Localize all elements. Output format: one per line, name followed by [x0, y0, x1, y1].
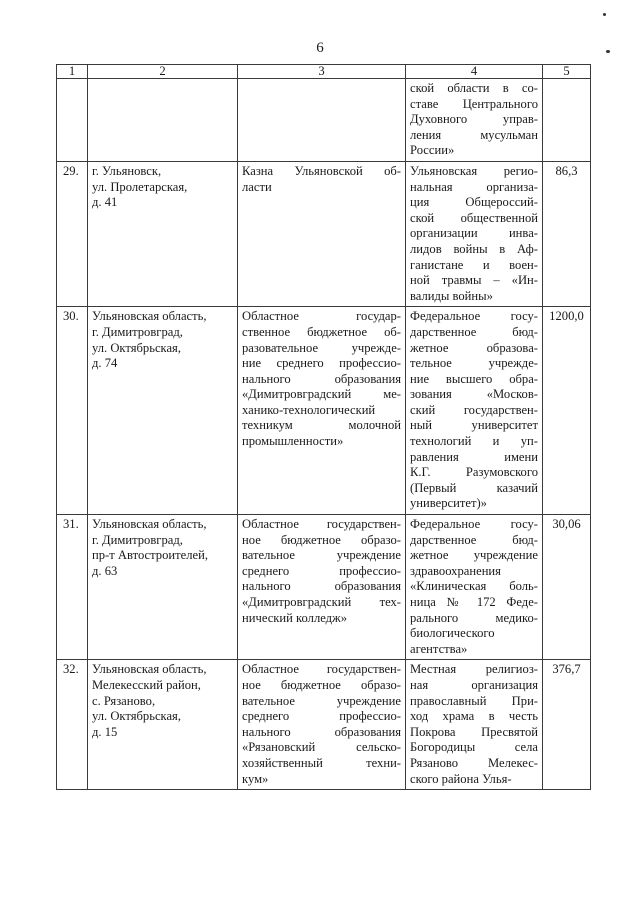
text-line: ное бюджетное образо-	[242, 532, 401, 547]
text-line: Ульяновская область,	[92, 309, 207, 324]
text-line: здравоохранения	[410, 563, 501, 578]
text-line: нального образования	[242, 371, 401, 386]
holder-cell	[238, 307, 406, 515]
area-cell: 376,7	[543, 660, 591, 790]
row-number: 31.	[57, 515, 88, 660]
text-line: К.Г. Разумовского	[410, 465, 538, 480]
text-line: равления имени	[410, 449, 538, 464]
address-cell	[88, 307, 238, 515]
table-row	[57, 161, 591, 306]
text-line: (Первый казачий	[410, 480, 538, 495]
text-line: Ульяновская область,	[92, 517, 207, 532]
text-line: ственное бюджетное об-	[242, 324, 401, 339]
text-line: нального образования	[242, 724, 401, 739]
text-line: Областное государствен-	[242, 517, 401, 532]
table-cell	[88, 79, 238, 162]
text-line: Федеральное госу-	[410, 517, 538, 532]
text-line: ул. Октябрьская,	[92, 340, 181, 355]
column-header: 1	[57, 65, 88, 79]
text-line: среднего профессио-	[242, 709, 401, 724]
text-line: ского района Улья-	[410, 771, 512, 786]
text-line: промышленности»	[242, 434, 344, 449]
text-line: вательное учреждение	[242, 693, 401, 708]
text-line: дарственное бюд-	[410, 532, 538, 547]
text-line: жетное учреждение	[410, 548, 538, 563]
text-line: «Клиническая боль-	[410, 579, 538, 594]
text-line: г. Димитровград,	[92, 324, 183, 339]
page-number: 6	[316, 40, 324, 56]
text-line: Ульяновская область,	[92, 662, 207, 677]
text-line: Федеральное госу-	[410, 309, 538, 324]
text-line: Покрова Пресвятой	[410, 724, 538, 739]
text-line: рального медико-	[410, 610, 538, 625]
text-line: организации инва-	[410, 226, 538, 241]
text-line: Казна Ульяновской об-	[242, 163, 401, 178]
text-line: тельное учрежде-	[410, 356, 538, 371]
table-header-row	[57, 65, 591, 79]
table-cell	[57, 79, 88, 162]
text-line: ханико-технологический	[242, 402, 376, 417]
table-cell	[238, 79, 406, 162]
area-cell: 1200,0	[543, 307, 591, 515]
recipient-cell	[406, 515, 543, 660]
text-line: ласти	[242, 179, 272, 194]
holder-cell	[238, 515, 406, 660]
row-number: 30.	[57, 307, 88, 515]
text-line: Духовного управ-	[410, 112, 538, 127]
column-header: 4	[406, 65, 543, 79]
recipient-cell	[406, 660, 543, 790]
scan-speck	[606, 50, 610, 53]
text-line: Областное государ-	[242, 309, 401, 324]
address-cell	[88, 660, 238, 790]
text-line: ция Общероссий-	[410, 195, 538, 210]
text-line: технологий и уп-	[410, 434, 538, 449]
text-line: православный При-	[410, 693, 538, 708]
text-line: Мелекесский район,	[92, 677, 201, 692]
text-line: университет)»	[410, 496, 487, 511]
text-line: Ульяновская регио-	[410, 163, 538, 178]
text-line: лидов войны в Аф-	[410, 241, 538, 256]
text-line: пр-т Автостроителей,	[92, 548, 208, 563]
row-number: 29.	[57, 161, 88, 306]
text-line: вательное учреждение	[242, 548, 401, 563]
text-line: ской области в со-	[410, 81, 538, 95]
table-row	[57, 307, 591, 515]
text-line: ской общественной	[410, 210, 538, 225]
text-line: нический колледж»	[242, 610, 348, 625]
property-table	[56, 64, 591, 790]
text-line: ние среднего профессио-	[242, 356, 401, 371]
column-header: 5	[543, 65, 591, 79]
text-line: валиды войны»	[410, 288, 493, 303]
text-line: среднего профессио-	[242, 563, 401, 578]
text-line: разовательное учрежде-	[242, 340, 401, 355]
text-line: ние высшего обра-	[410, 371, 538, 386]
text-line: ул. Октябрьская,	[92, 709, 181, 724]
text-line: «Димитровградский ме-	[242, 387, 401, 402]
table-row	[57, 515, 591, 660]
text-line: дарственное бюд-	[410, 324, 538, 339]
text-line: России»	[410, 143, 455, 158]
text-line: г. Димитровград,	[92, 532, 183, 547]
text-line: д. 15	[92, 724, 118, 739]
area-cell: 86,3	[543, 161, 591, 306]
text-line: ул. Пролетарская,	[92, 179, 188, 194]
table-row	[57, 660, 591, 790]
text-line: ход храма в честь	[410, 709, 538, 724]
continuation-row	[57, 79, 591, 162]
text-line: ский государствен-	[410, 402, 538, 417]
text-line: Местная религиоз-	[410, 662, 538, 677]
text-line: биологического	[410, 626, 495, 641]
address-cell	[88, 161, 238, 306]
text-line: нального образования	[242, 579, 401, 594]
text-line: с. Рязаново,	[92, 693, 156, 708]
text-line: «Димитровградский тех-	[242, 595, 401, 609]
row-number: 32.	[57, 660, 88, 790]
text-line: Областное государствен-	[242, 662, 401, 677]
text-line: агентства»	[410, 641, 468, 656]
text-line: д. 41	[92, 195, 118, 210]
text-line: ганистане и воен-	[410, 257, 538, 272]
column-header: 3	[238, 65, 406, 79]
holder-cell	[238, 660, 406, 790]
text-line: ная организация	[410, 677, 538, 692]
text-line: Рязаново Мелекес-	[410, 755, 538, 770]
text-line: техникум молочной	[242, 418, 401, 433]
text-line: г. Ульяновск,	[92, 163, 162, 178]
text-line: д. 63	[92, 563, 118, 578]
recipient-cell	[406, 79, 543, 162]
table-cell	[543, 79, 591, 162]
scan-speck	[603, 13, 606, 16]
recipient-cell	[406, 307, 543, 515]
text-line: кум»	[242, 771, 269, 786]
text-line: «Рязановский сельско-	[242, 740, 401, 755]
column-header: 2	[88, 65, 238, 79]
holder-cell	[238, 161, 406, 306]
address-cell	[88, 515, 238, 660]
text-line: ное бюджетное образо-	[242, 677, 401, 692]
text-line: ница № 172 Феде-	[410, 595, 538, 609]
area-cell: 30,06	[543, 515, 591, 660]
recipient-cell	[406, 161, 543, 306]
text-line: зования «Москов-	[410, 387, 538, 402]
text-line: жетное образова-	[410, 340, 538, 355]
text-line: нальная организа-	[410, 179, 538, 194]
text-line: д. 74	[92, 356, 118, 371]
text-line: ления мусульман	[410, 127, 538, 142]
text-line: хозяйственный техни-	[242, 755, 401, 770]
text-line: ставе Центрального	[410, 96, 538, 111]
text-line: ный университет	[410, 418, 538, 433]
text-line: ной травмы – «Ин-	[410, 273, 538, 288]
text-line: Богородицы села	[410, 740, 538, 755]
